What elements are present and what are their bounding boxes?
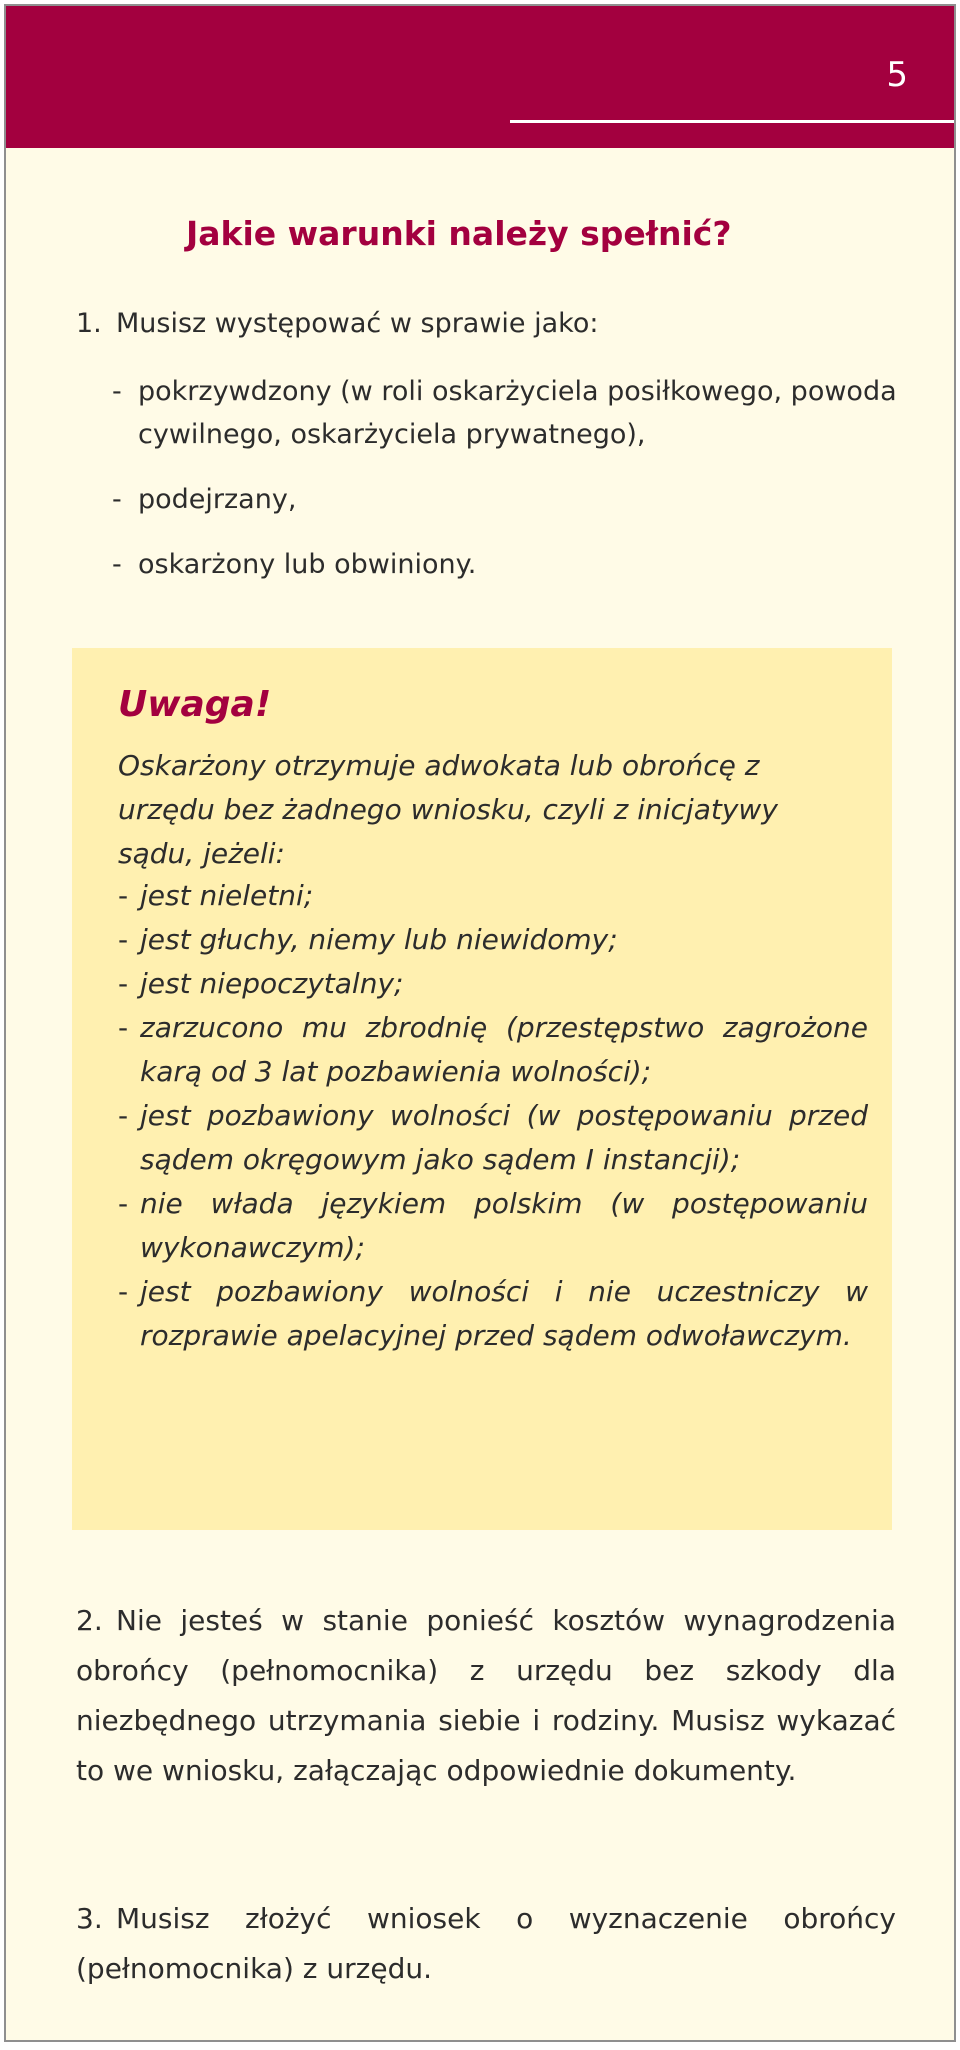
note-condition-item: - jest niepoczytalny; <box>118 962 868 1006</box>
page-number: 5 <box>886 55 908 95</box>
party-role-item: - podejrzany, <box>112 478 902 521</box>
note-condition-item: - nie włada językiem polskim (w postępowaniu wykonawczym); <box>118 1182 868 1270</box>
condition-1 <box>76 302 896 346</box>
header-rule <box>510 120 954 123</box>
condition-1-title: Musisz występować w sprawie jako: <box>116 308 599 339</box>
note-conditions-list <box>118 874 868 1358</box>
party-role-list <box>112 370 902 608</box>
note-condition-item: - jest nieletni; <box>118 874 868 918</box>
note-condition-item: - jest głuchy, niemy lub niewidomy; <box>118 918 868 962</box>
note-condition-item: - jest pozbawiony wolności i nie uczestniczy w rozprawie apelacyjnej przed sądem odwoławczym. <box>118 1270 868 1358</box>
note-condition-item: - zarzucono mu zbrodnię (przestępstwo zagrożone karą od 3 lat pozbawienia wolności); <box>118 1006 868 1094</box>
note-title: Uwaga! <box>118 684 272 725</box>
condition-2-text: Nie jesteś w stanie ponieść kosztów wynagrodzenia obrońcy (pełnomocnika) z urzędu bez szkody dla niezbędnego utrzymania siebie i rodziny. Musisz wykazać to we wniosku, załączając odpowiednie dokumenty. <box>76 1604 896 1787</box>
party-role-item: - oskarżony lub obwiniony. <box>112 543 902 586</box>
note-intro: Oskarżony otrzymuje adwokata lub obrońcę z urzędu bez żadnego wniosku, czyli z inicjatywy sądu, jeżeli: <box>118 749 778 870</box>
condition-2 <box>76 1596 896 1796</box>
note-condition-item: - jest pozbawiony wolności (w postępowaniu przed sądem okręgowym jako sądem I instancji); <box>118 1094 868 1182</box>
section-heading: Jakie warunki należy spełnić? <box>186 214 732 253</box>
condition-3 <box>76 1894 896 1994</box>
note-box <box>72 648 892 1530</box>
condition-3-number: 3. <box>76 1902 103 1935</box>
leaflet-page <box>4 4 956 2042</box>
condition-1-number: 1. <box>76 308 102 339</box>
header-banner <box>6 6 954 148</box>
condition-2-number: 2. <box>76 1604 103 1637</box>
condition-3-text: Musisz złożyć wniosek o wyznaczenie obrońcy (pełnomocnika) z urzędu. <box>76 1902 896 1985</box>
party-role-item: - pokrzywdzony (w roli oskarżyciela posiłkowego, powoda cywilnego, oskarżyciela prywatnego), <box>112 370 902 456</box>
